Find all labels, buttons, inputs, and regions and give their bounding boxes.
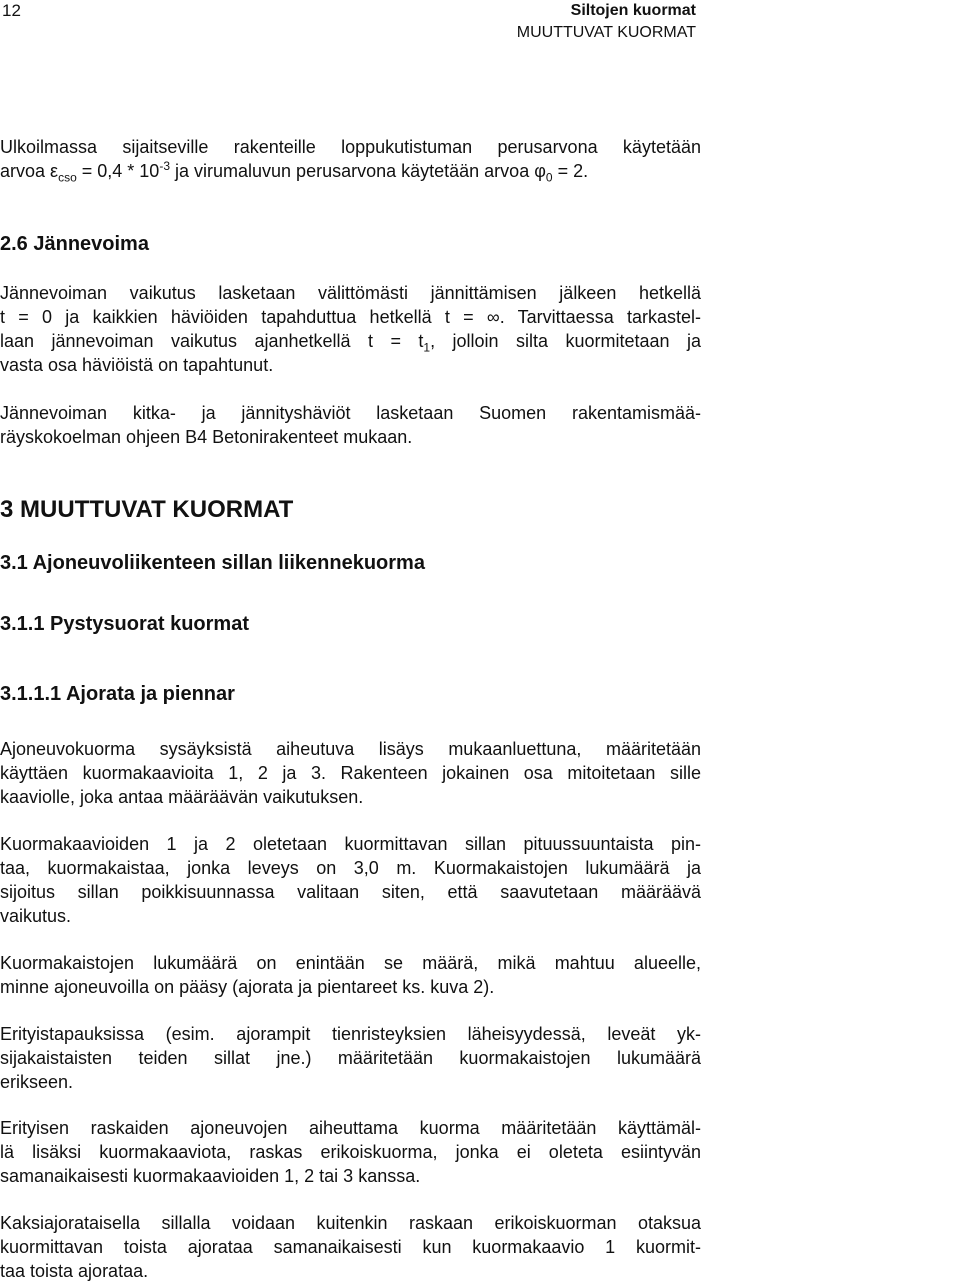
- text-line: sijakaistaisten teiden sillat jne.) määritetään kuormakaistojen lukumäärä: [0, 1048, 701, 1068]
- text-line: erikseen.: [0, 1072, 74, 1092]
- paragraph-kaksiajorataisella: [0, 1211, 701, 1283]
- running-header: [517, 0, 696, 44]
- chapter-heading-3: 3 MUUTTUVAT KUORMAT: [0, 496, 294, 523]
- section-2-6-paragraph-1: [0, 281, 701, 377]
- text-line: räyskokoelman ohjeen B4 Betonirakenteet mukaan.: [0, 427, 413, 447]
- section-2-6-paragraph-2: [0, 401, 701, 449]
- text-line: taa toista ajorataa.: [0, 1261, 149, 1281]
- header-subtitle: MUUTTUVAT KUORMAT: [516, 24, 696, 41]
- text-line: minne ajoneuvoilla on pääsy (ajorata ja pientareet ks. kuva 2).: [0, 977, 495, 997]
- text-line: samanaikaisesti kuormakaavioiden 1, 2 tai 3 kanssa.: [0, 1166, 421, 1186]
- text-line: kuormittavan toista ajorataa samanaikaisesti kun kuormakaavio 1 kuormit-: [0, 1237, 701, 1257]
- text-line: kaaviolle, joka antaa määräävän vaikutuksen.: [0, 787, 364, 807]
- paragraph-ajoneuvokuorma: [0, 737, 701, 809]
- text-line: t = 0 ja kaikkien häviöiden tapahduttua hetkellä t = ∞. Tarvittaessa tarkastel-: [0, 307, 701, 327]
- text-line: laan jännevoiman vaikutus ajanhetkellä $t = t_1$, jolloin silta kuormitetaan ja: [0, 331, 701, 355]
- section-heading-3-1-1-1: 3.1.1.1 Ajorata ja piennar: [0, 683, 235, 705]
- text-line: sijoitus sillan poikkisuunnassa valitaan siten, että saavutetaan määräävä: [0, 882, 701, 902]
- text-line: vaikutus.: [0, 906, 72, 926]
- paragraph-erityistapauksissa: [0, 1022, 701, 1094]
- header-title: Siltojen kuormat: [570, 2, 696, 19]
- section-heading-3-1-1: 3.1.1 Pystysuorat kuormat: [0, 613, 249, 635]
- page-number: 12: [2, 1, 21, 20]
- intro-line-2: arvoa $\varepsilon_{cso} = 0,4 * 10^{-3}$ ja virumaluvun perusarvona käytetään arvoa $\varphi_0 = 2$.: [0, 159, 589, 185]
- paragraph-kuormakaavioiden: [0, 832, 701, 928]
- text-line: Jännevoiman kitka- ja jännityshäviöt lasketaan Suomen rakentamismää-: [0, 403, 701, 423]
- text-line: Kuormakaistojen lukumäärä on enintään se määrä, mikä mahtuu alueelle,: [0, 953, 701, 973]
- text-line: Kaksiajorataisella sillalla voidaan kuitenkin raskaan erikoiskuorman otaksua: [0, 1213, 701, 1233]
- text-line: käyttäen kuormakaavioita 1, 2 ja 3. Rakenteen jokainen osa mitoitetaan sille: [0, 763, 701, 783]
- text-line: Erityisen raskaiden ajoneuvojen aiheuttama kuorma määritetään käyttämäl-: [0, 1118, 701, 1138]
- text-line: Ajoneuvokuorma sysäyksistä aiheutuva lisäys mukaanluettuna, määritetään: [0, 739, 701, 759]
- intro-paragraph: [0, 135, 701, 183]
- text-line: Erityistapauksissa (esim. ajorampit tienristeyksien läheisyydessä, leveät yk-: [0, 1024, 701, 1044]
- section-heading-3-1: 3.1 Ajoneuvoliikenteen sillan liikennekuorma: [0, 552, 425, 574]
- text-line: vasta osa häviöistä on tapahtunut.: [0, 355, 274, 375]
- paragraph-kuormakaistojen-lukumaara: [0, 951, 701, 999]
- text-line: lä lisäksi kuormakaaviota, raskas erikoiskuorma, jonka ei oleteta esiintyvän: [0, 1142, 701, 1162]
- text-line: taa, kuormakaistaa, jonka leveys on 3,0 m. Kuormakaistojen lukumäärä ja: [0, 858, 701, 878]
- text-line: Jännevoiman vaikutus lasketaan välittömästi jännittämisen jälkeen hetkellä: [0, 283, 701, 303]
- paragraph-erityisen-raskaiden: [0, 1116, 701, 1188]
- section-heading-2-6: 2.6 Jännevoima: [0, 233, 149, 255]
- text-line: Kuormakaavioiden 1 ja 2 oletetaan kuormittavan sillan pituussuuntaista pin-: [0, 834, 701, 854]
- intro-line-1: Ulkoilmassa sijaitseville rakenteille loppukutistuman perusarvona käytetään: [0, 137, 701, 157]
